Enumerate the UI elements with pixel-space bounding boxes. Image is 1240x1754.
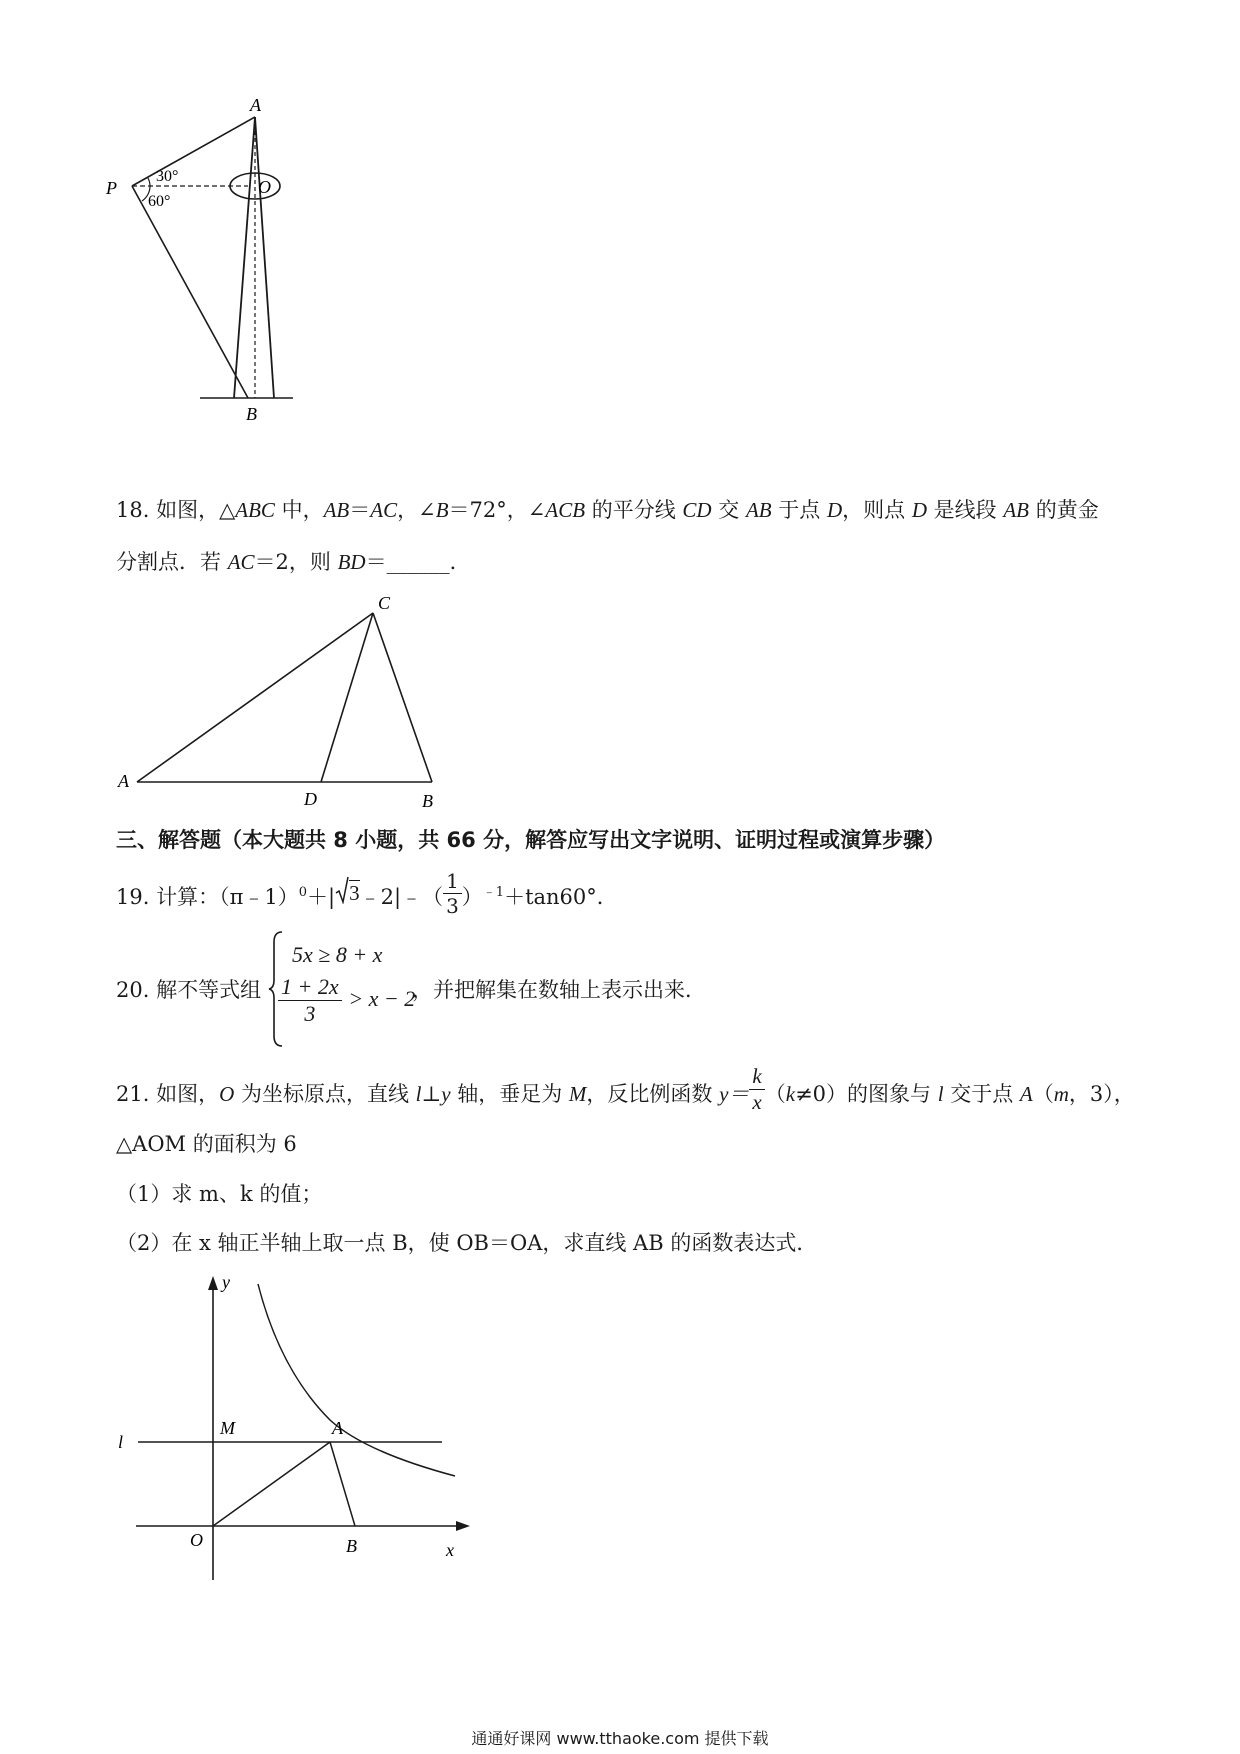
q18-part: D — [911, 498, 927, 522]
q20-ineq2-den: 3 — [304, 1001, 316, 1026]
q21-part: ≠0）的图象与 — [795, 1082, 938, 1106]
q18-part: 分割点．若 — [116, 550, 228, 574]
q18-part: CD — [682, 498, 712, 522]
figure-18-triangle — [110, 585, 460, 815]
q21-part: （ — [1032, 1082, 1054, 1106]
q21-part: ⊥ — [421, 1082, 442, 1106]
q21-part: 如图， — [156, 1082, 220, 1106]
q18-part: 如图，△ — [156, 498, 236, 522]
q19-prefix: 计算：（π﹣1） — [156, 885, 299, 909]
q18-part: ＝72°，∠ — [448, 498, 546, 522]
label-A: A — [118, 771, 129, 791]
q18-part: ＝2，则 — [254, 550, 338, 574]
q21-frac-num: k — [749, 1066, 764, 1090]
q18-part: 中， — [274, 498, 324, 522]
q21-number: 21. — [116, 1082, 150, 1106]
x-axis-arrow-icon — [456, 1521, 470, 1531]
q18-part: ，∠ — [397, 498, 436, 522]
label-l: l — [118, 1432, 124, 1452]
q18-part: AB — [745, 498, 772, 522]
q18-part: 的黄金 — [1029, 498, 1099, 522]
label-B: B — [422, 791, 433, 811]
q19-frac-den: 3 — [446, 894, 459, 918]
label-x: x — [446, 1540, 454, 1560]
q18-part: ，则点 — [842, 498, 912, 522]
q19-abs-tail: ﹣2|﹣（ — [359, 885, 444, 909]
segment-AB — [330, 1442, 355, 1526]
q18-part: ACB — [545, 498, 586, 522]
q21-part: ，3）， — [1068, 1082, 1135, 1106]
line-PB — [132, 186, 248, 398]
q19-sqrt-arg: 3 — [349, 881, 360, 905]
q18-part: B — [435, 498, 449, 522]
q20-tail: ，并把解集在数轴上表示出来． — [412, 978, 706, 1002]
segment-CD — [321, 613, 373, 782]
q18-part: BD — [337, 550, 366, 574]
q19-exp0: 0 — [298, 885, 308, 900]
q20-number-prefix — [116, 980, 261, 1001]
q19-tail: ＋tan60°． — [504, 885, 618, 909]
q19-line — [116, 869, 618, 918]
side-BC — [373, 613, 432, 782]
section-3-title: 三、解答题（本大题共 8 小题，共 66 分，解答应写出文字说明、证明过程或演算步骤） — [116, 828, 946, 852]
label-B: B — [246, 404, 257, 424]
label-O: O — [258, 177, 271, 197]
q21-part: l — [415, 1082, 422, 1106]
q21-fraction — [749, 1066, 764, 1113]
q21-part: l — [937, 1082, 944, 1106]
q21-part: A — [1019, 1082, 1033, 1106]
figure-21-graph — [110, 1270, 480, 1590]
q18-part: AB — [323, 498, 350, 522]
page-footer: 通通好课网 www.tthaoke.com 提供下载 — [471, 1729, 769, 1748]
hyperbola-curve — [258, 1284, 455, 1476]
q21-line1 — [116, 1064, 1135, 1114]
figure-17-tower — [100, 95, 340, 435]
q18-line1 — [116, 500, 1099, 521]
q21-part: ，反比例函数 — [586, 1082, 720, 1106]
q19-fraction — [443, 871, 462, 916]
q21-part: （ — [764, 1082, 786, 1106]
label-A: A — [250, 95, 261, 115]
q20-ineq2-rhs: > x − 2 — [348, 986, 416, 1011]
q18-part: 的平分线 — [585, 498, 683, 522]
label-B: B — [346, 1536, 357, 1556]
q21-sub2: （2）在 x 轴正半轴上取一点 B，使 OB＝OA，求直线 AB 的函数表达式． — [116, 1231, 818, 1255]
tower-right-side — [255, 117, 274, 398]
q21-sub1: （1）求 m、k 的值； — [116, 1182, 323, 1206]
q20-prefix: 解不等式组 — [156, 978, 262, 1002]
q19-sqrt — [335, 876, 360, 904]
q19-paren-close: ） — [461, 885, 483, 909]
q18-part: ＝ — [349, 498, 371, 522]
q21-part: y — [441, 1082, 451, 1106]
tower-left-side — [234, 117, 255, 398]
label-y: y — [222, 1272, 230, 1292]
q18-part: 于点 — [771, 498, 827, 522]
q18-part: AC — [227, 550, 255, 574]
label-angle-60: 60° — [148, 193, 171, 210]
label-angle-30: 30° — [156, 168, 179, 185]
q18-part: AB — [1003, 498, 1030, 522]
q21-part: O — [219, 1082, 235, 1106]
q18-text — [156, 498, 1099, 522]
q19-exp-neg: ﹣1 — [482, 885, 505, 900]
q21-part: 轴，垂足为 — [450, 1082, 569, 1106]
q21-frac-den: x — [752, 1090, 762, 1114]
q21-line2: △AOM 的面积为 6 — [116, 1132, 297, 1156]
q21-part: M — [568, 1082, 587, 1106]
segment-OA — [213, 1442, 330, 1526]
q18-part: D — [826, 498, 843, 522]
q20-ineq2-num: 1 + 2x — [278, 976, 342, 1001]
q19-plus-abs: ＋| — [307, 885, 336, 909]
q18-number: 18. — [116, 498, 150, 522]
q18-line2 — [116, 552, 471, 573]
line-PA — [132, 117, 255, 186]
q19-number: 19. — [116, 885, 150, 909]
label-D: D — [304, 789, 317, 809]
q18-part: 交 — [711, 498, 746, 522]
q18-part: ABC — [235, 498, 275, 522]
angle-arc-30 — [148, 178, 150, 186]
q21-part: k — [785, 1082, 796, 1106]
q20-ineq2-fraction — [278, 976, 342, 1025]
q19-frac-num: 1 — [443, 871, 462, 894]
q18-part: ＝______． — [365, 550, 471, 574]
label-C: C — [378, 593, 391, 613]
side-AC — [137, 613, 373, 782]
q21-part: y＝ — [719, 1082, 750, 1106]
label-M: M — [220, 1418, 235, 1438]
sqrt-sign-icon — [335, 876, 349, 904]
y-axis-arrow-icon — [208, 1276, 218, 1290]
q20-number: 20. — [116, 978, 150, 1002]
q18-part: 是线段 — [927, 498, 1004, 522]
q20-ineq1: 5x ≥ 8 + x — [292, 942, 383, 967]
label-P: P — [106, 178, 117, 198]
label-O: O — [190, 1530, 203, 1550]
label-A: A — [332, 1418, 343, 1438]
q21-part: 为坐标原点，直线 — [234, 1082, 416, 1106]
q18-part: AC — [370, 498, 398, 522]
q21-part: 交于点 — [943, 1082, 1020, 1106]
q20-ineq2 — [278, 976, 415, 1025]
q21-part: m — [1053, 1082, 1069, 1106]
